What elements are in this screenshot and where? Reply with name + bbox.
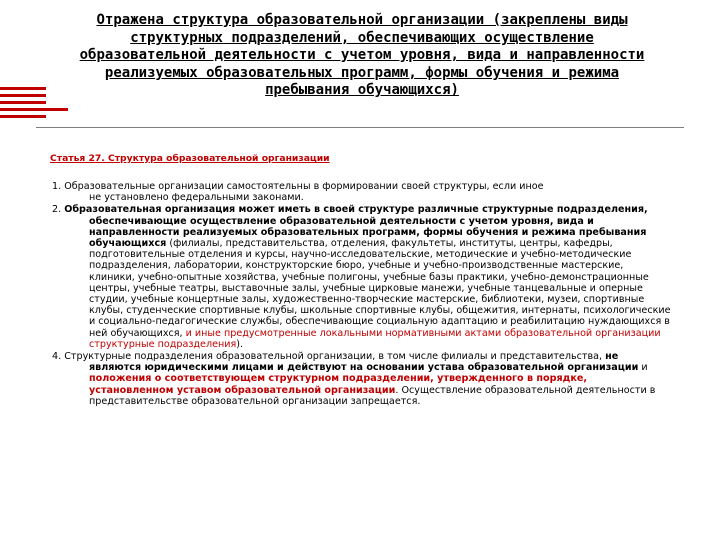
paragraph-2-red-text: и иные предусмотренные локальными нормативными актами образовательной организации структурные подразделения — [89, 327, 661, 350]
decorative-bars — [0, 87, 68, 122]
paragraph-2-bold: Образовательная организация может иметь в своей структуре различные структурные подразделения, обеспечивающие осуществление образовательной деятельности с учетом уровня, вида и направленности реализуемых образовательных программ, формы обучения и режима пребывания обучающихся — [64, 204, 648, 250]
paragraph-4-text-2: и — [638, 362, 648, 374]
divider-line — [36, 127, 684, 128]
top-strip — [0, 0, 720, 4]
article-heading: Статья 27. Структура образовательной организации — [50, 153, 330, 164]
decorative-bar — [0, 115, 46, 118]
decorative-bar — [0, 94, 46, 97]
paragraph-1 — [52, 181, 672, 203]
decorative-bar — [0, 101, 46, 104]
paragraph-4-red-bold: положения о соответствующем структурном подразделении, утвержденного в порядке, установленном уставом образовательной организации — [89, 373, 588, 396]
slide-title: Отражена структура образовательной организации (закреплены виды структурных подразделений, обеспечивающих осуществление образовательной деятельности с учетом уровня, вида и направленности реализуемых образовательных программ, формы обучения и режима пребывания обучающихся) — [79, 12, 645, 99]
paragraph-1-lead: 1. Образовательные организации самостоятельны в формировании своей структуры, если иное — [52, 181, 544, 192]
paragraph-4-bold: не являются юридическими лицами и действуют на основании устава образовательной организации — [89, 351, 639, 374]
paragraph-2-end: ). — [236, 338, 244, 350]
paragraph-4-text-1: Структурные подразделения образовательной организации, в том числе филиалы и представительства, — [64, 351, 606, 363]
paragraph-1-continuation: не установлено федеральными законами. — [89, 192, 304, 204]
article-body — [52, 181, 672, 407]
paragraph-4-text-3: . Осуществление образовательной деятельности в представительстве образовательной организации запрещается. — [89, 384, 656, 407]
decorative-bar — [0, 87, 46, 90]
paragraph-2 — [52, 204, 672, 350]
decorative-bar — [0, 108, 68, 111]
paragraph-4-number: 4. — [52, 351, 65, 363]
paragraph-2-text: (филиалы, представительства, отделения, факультеты, институты, центры, кафедры, подготовительные отделения и курсы, научно-исследовательские, методические и учебно-методические подразделения, лаборатории, конструкторские бюро, учебные и учебно-производственные мастерские, клиники, учебно-опытные хозяйства, учебные полигоны, учебные базы практики, учебно-демонстрационные центры, учебные театры, выставочные залы, учебные цирковые манежи, учебные танцевальные и оперные студии, учебные концертные залы, художественно-творческие мастерские, библиотеки, музеи, спортивные клубы, студенческие спортивные клубы, школьные спортивные клубы, общежития, интернаты, психологические и социально-педагогические службы, обеспечивающие социальную адаптацию и реабилитацию нуждающихся в ней обучающихся, — [89, 238, 671, 339]
paragraph-2-number: 2. — [52, 204, 65, 216]
paragraph-4 — [52, 351, 672, 407]
